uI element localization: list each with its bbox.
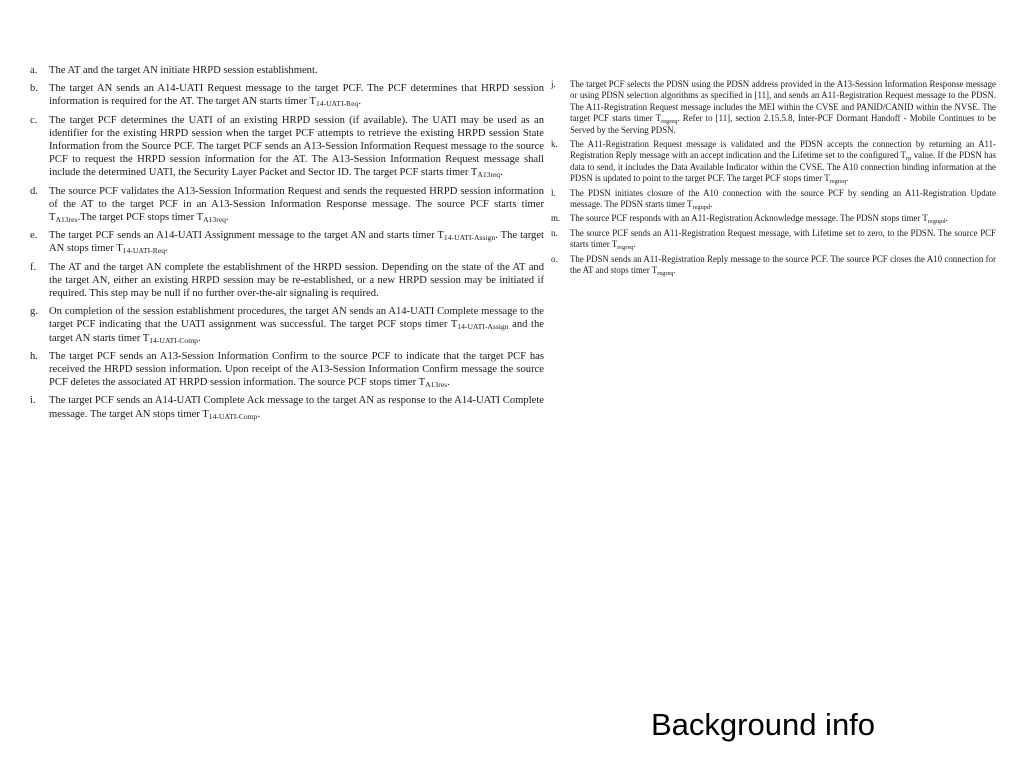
subscript: A13req (203, 215, 226, 225)
item-marker: h. (30, 350, 38, 362)
item-marker: m. (551, 213, 561, 224)
subscript: regupd (692, 203, 711, 211)
list-item (551, 254, 996, 277)
item-text (49, 64, 544, 77)
list-item (30, 82, 544, 108)
text-run: The PDSN initiates closure of the A10 connection with the source PCF by sending an A11-Registration Update message. The PDSN starts timer T (570, 187, 996, 210)
text-run: . (633, 239, 636, 250)
text-run: The source PCF responds with an A11-Registration Acknowledge message. The PDSN stops timer T (570, 213, 928, 224)
text-run: The A11-Registration Request message is validated and the PDSN accepts the connection by returning an A11-Registration Reply message with an accept indication and the Lifetime set to the configured T (570, 139, 996, 161)
list-item (30, 394, 544, 420)
item-marker: e. (30, 230, 38, 242)
list-item (551, 188, 996, 211)
text-run: . The target AN stops timer T (49, 230, 544, 255)
text-run: value. If the PDSN has data to send, it includes the Data Available Indicator within the CVSE. The A10 connection binding information at the PDSN is updated to point to the target PCF. The target PCF stops timer T (570, 150, 996, 184)
subscript: 14-UATI-Req (315, 99, 359, 109)
text-run: . (197, 332, 201, 344)
item-marker: l. (551, 187, 556, 198)
subscript: A13res (425, 380, 448, 390)
item-text (49, 185, 544, 225)
list-item (551, 79, 996, 136)
text-run: The source PCF sends an A11-Registration Request message, with Lifetime set to zero, to the PDSN. The source PCF starts timer T (570, 227, 996, 250)
text-run: The target AN sends an A14-UATI Request message to the target PCF. The PCF determines that HRPD session information is required for the AT. The target AN starts timer T (49, 83, 544, 108)
list-item (30, 350, 544, 390)
item-marker: g. (30, 306, 38, 318)
text-run: . (257, 408, 261, 420)
subscript: regreq (617, 244, 634, 252)
text-run: The target PCF determines the UATI of an existing HRPD session (if available). The UATI may be used as an identifier for the existing HRPD session when the target PCF attempts to retrieve the existing HRPD session State Information from the Source PCF. The target PCF sends an A13-Session Information Request message to the source PCF to request the HRPD session information for the AT. The A13-Session Information Request message shall include the determined UATI, the Security Layer Packet and Sector ID. The target PCF starts timer T (49, 114, 544, 179)
list-item (30, 64, 544, 77)
subscript: regreq (657, 269, 674, 277)
item-text (570, 139, 996, 185)
list-item (30, 305, 544, 345)
text-run: .The target PCF stops timer T (77, 212, 204, 224)
text-run: The AT and the target AN complete the establishment of the HRPD session. Depending on the state of the AT and the target AN, either an existing HRPD session may be re-established, or a new HRPD session may be initiated if required. This step may be null if no further over-the-air signaling is required. (49, 261, 544, 300)
list-item (551, 228, 996, 251)
item-marker: f. (30, 261, 37, 273)
item-text (49, 261, 544, 301)
text-run: The target PCF sends an A14-UATI Assignment message to the target AN and starts timer T (49, 230, 444, 242)
item-text (570, 79, 996, 136)
subscript: 14-UATI-Req (122, 246, 166, 256)
text-run: . (945, 213, 948, 224)
text-run: . (710, 199, 713, 210)
text-run: On completion of the session establishment procedures, the target AN sends an A14-UATI Complete message to the target PCF indicating that the UATI assignment was successful. The target PCF stops timer T (49, 306, 544, 331)
text-run: The source PCF validates the A13-Session Information Request and sends the requested HRPD session information of the AT to the target PCF in an A13-Session Information Response message. The source PCF starts timer T (49, 185, 544, 224)
list-item (551, 139, 996, 185)
subscript: 14-UATI-Comp (208, 411, 258, 421)
item-text (49, 394, 544, 420)
subscript: regupd (927, 218, 946, 226)
text-run: The PDSN sends an A11-Registration Reply message to the source PCF. The source PCF closes the A10 connection for the AT and stops timer T (570, 253, 996, 276)
left-column (30, 64, 544, 426)
subscript: A13res (55, 215, 78, 225)
item-marker: a. (30, 65, 38, 76)
item-marker: d. (30, 185, 38, 197)
item-marker: o. (551, 253, 558, 264)
text-run: . (673, 265, 676, 276)
text-run: . (358, 96, 361, 108)
subscript: 14-UATI-Assign (457, 322, 509, 332)
text-run: The target PCF sends an A14-UATI Complete Ack message to the target AN as response to the A14-UATI Complete message. The target AN stops timer T (49, 395, 544, 420)
list-item (30, 261, 544, 301)
right-column (551, 79, 996, 280)
item-marker: j. (551, 79, 556, 89)
item-text (570, 213, 996, 224)
list-item (551, 213, 996, 224)
list-item (30, 114, 544, 180)
item-marker: k. (551, 139, 558, 150)
text-run: . (846, 173, 849, 184)
text-run: The AT and the target AN initiate HRPD session establishment. (49, 65, 318, 76)
item-text (49, 350, 544, 390)
text-run: . (225, 212, 229, 224)
subscript: rp (905, 155, 912, 163)
subscript: A13req (477, 170, 501, 180)
item-marker: b. (30, 83, 38, 95)
text-run: . Refer to [11], section 2.15.5.8, Inter-PCF Dormant Handoff - Mobile Continues to be Served by the Serving PDSN. (570, 113, 996, 135)
subscript: 14-UATI-Assign (443, 233, 496, 243)
item-text (49, 229, 544, 255)
text-run: The target PCF sends an A13-Session Information Confirm to the source PCF to indicate that the target PCF has received the HRPD session information. Upon receipt of the A13-Session Information Confirm message the source PCF deletes the associated AT HRPD session information. The source PCF stops timer T (49, 350, 544, 389)
item-text (570, 188, 996, 211)
text-run: The target PCF selects the PDSN using the PDSN address provided in the A13-Session Information Response message or using PDSN selection algorithms as specified in [11], and sends an A11-Registration Request message to the PDSN. The A11-Registration Request message includes the MEI within the CVSE and PANID/CANID within the NVSE. The target PCF starts timer T (570, 79, 996, 124)
subscript: regreq (661, 118, 678, 125)
subscript: regreq (829, 178, 847, 186)
item-marker: c. (30, 114, 38, 126)
item-text (570, 254, 996, 277)
text-run: . (500, 167, 503, 179)
list-item (30, 185, 544, 225)
text-run: . (165, 243, 168, 255)
subscript: 14-UATI-Comp (149, 335, 198, 345)
text-run: . (447, 377, 450, 389)
slide-caption: Background info (651, 707, 876, 742)
item-marker: n. (551, 227, 558, 238)
item-marker: i. (30, 395, 36, 407)
item-text (570, 228, 996, 251)
item-text (49, 82, 544, 108)
item-text (49, 305, 544, 345)
item-text (49, 114, 544, 180)
list-item (30, 229, 544, 255)
text-run: and the target AN starts timer T (49, 319, 544, 344)
